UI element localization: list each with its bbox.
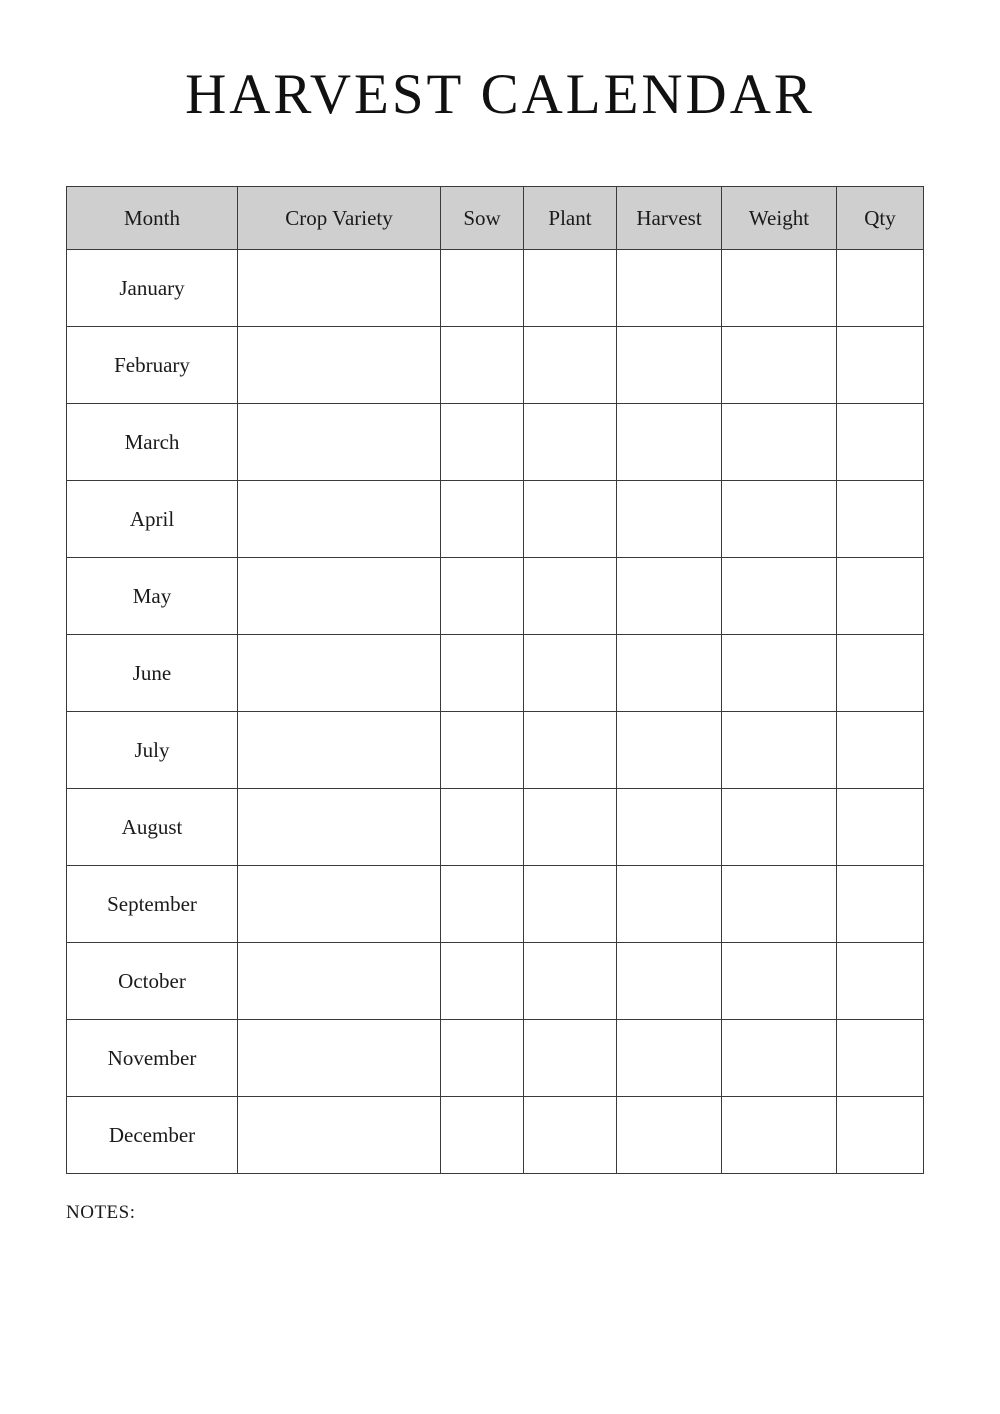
cell-sow[interactable] <box>441 250 524 327</box>
table-row <box>67 481 924 558</box>
cell-crop-variety[interactable] <box>238 250 441 327</box>
table-header-row <box>67 187 924 250</box>
cell-harvest[interactable] <box>617 866 722 943</box>
column-header-month: Month <box>67 187 238 250</box>
cell-harvest[interactable] <box>617 789 722 866</box>
notes-label: NOTES: <box>66 1202 136 1223</box>
cell-harvest[interactable] <box>617 250 722 327</box>
cell-sow[interactable] <box>441 558 524 635</box>
cell-weight[interactable] <box>722 1097 837 1174</box>
harvest-table <box>66 186 924 1174</box>
cell-month: May <box>67 558 238 635</box>
cell-harvest[interactable] <box>617 327 722 404</box>
table-row <box>67 250 924 327</box>
cell-qty[interactable] <box>837 404 924 481</box>
cell-harvest[interactable] <box>617 635 722 712</box>
cell-harvest[interactable] <box>617 481 722 558</box>
cell-crop-variety[interactable] <box>238 943 441 1020</box>
table-row <box>67 558 924 635</box>
column-header-crop-variety: Crop Variety <box>238 187 441 250</box>
cell-month: January <box>67 250 238 327</box>
cell-crop-variety[interactable] <box>238 558 441 635</box>
table-row <box>67 327 924 404</box>
cell-sow[interactable] <box>441 789 524 866</box>
cell-qty[interactable] <box>837 327 924 404</box>
cell-weight[interactable] <box>722 712 837 789</box>
column-header-plant: Plant <box>524 187 617 250</box>
table-row <box>67 789 924 866</box>
harvest-table-container <box>66 186 934 1174</box>
cell-harvest[interactable] <box>617 712 722 789</box>
cell-crop-variety[interactable] <box>238 635 441 712</box>
cell-plant[interactable] <box>524 866 617 943</box>
cell-weight[interactable] <box>722 1020 837 1097</box>
column-header-weight: Weight <box>722 187 837 250</box>
cell-harvest[interactable] <box>617 943 722 1020</box>
cell-month: April <box>67 481 238 558</box>
table-row <box>67 1097 924 1174</box>
cell-crop-variety[interactable] <box>238 1020 441 1097</box>
column-header-qty: Qty <box>837 187 924 250</box>
table-row <box>67 635 924 712</box>
cell-sow[interactable] <box>441 327 524 404</box>
cell-sow[interactable] <box>441 866 524 943</box>
cell-month: December <box>67 1097 238 1174</box>
cell-qty[interactable] <box>837 1020 924 1097</box>
harvest-table-body <box>67 250 924 1174</box>
cell-plant[interactable] <box>524 635 617 712</box>
cell-weight[interactable] <box>722 404 837 481</box>
cell-month: February <box>67 327 238 404</box>
cell-sow[interactable] <box>441 1020 524 1097</box>
cell-qty[interactable] <box>837 789 924 866</box>
cell-qty[interactable] <box>837 558 924 635</box>
cell-sow[interactable] <box>441 712 524 789</box>
cell-crop-variety[interactable] <box>238 481 441 558</box>
cell-weight[interactable] <box>722 789 837 866</box>
table-row <box>67 866 924 943</box>
cell-qty[interactable] <box>837 250 924 327</box>
table-row <box>67 712 924 789</box>
cell-crop-variety[interactable] <box>238 1097 441 1174</box>
table-row <box>67 943 924 1020</box>
page-title: HARVEST CALENDAR <box>185 63 815 126</box>
cell-qty[interactable] <box>837 481 924 558</box>
cell-plant[interactable] <box>524 789 617 866</box>
cell-harvest[interactable] <box>617 1097 722 1174</box>
cell-crop-variety[interactable] <box>238 404 441 481</box>
table-row <box>67 404 924 481</box>
cell-month: August <box>67 789 238 866</box>
cell-plant[interactable] <box>524 250 617 327</box>
cell-weight[interactable] <box>722 327 837 404</box>
cell-plant[interactable] <box>524 1020 617 1097</box>
cell-sow[interactable] <box>441 1097 524 1174</box>
cell-plant[interactable] <box>524 1097 617 1174</box>
table-row <box>67 1020 924 1097</box>
cell-qty[interactable] <box>837 1097 924 1174</box>
column-header-harvest: Harvest <box>617 187 722 250</box>
cell-crop-variety[interactable] <box>238 866 441 943</box>
cell-month: September <box>67 866 238 943</box>
cell-qty[interactable] <box>837 943 924 1020</box>
cell-plant[interactable] <box>524 558 617 635</box>
cell-sow[interactable] <box>441 404 524 481</box>
cell-plant[interactable] <box>524 404 617 481</box>
cell-crop-variety[interactable] <box>238 327 441 404</box>
cell-sow[interactable] <box>441 943 524 1020</box>
cell-month: March <box>67 404 238 481</box>
cell-weight[interactable] <box>722 943 837 1020</box>
cell-sow[interactable] <box>441 635 524 712</box>
cell-weight[interactable] <box>722 250 837 327</box>
cell-plant[interactable] <box>524 712 617 789</box>
cell-harvest[interactable] <box>617 1020 722 1097</box>
cell-sow[interactable] <box>441 481 524 558</box>
cell-harvest[interactable] <box>617 558 722 635</box>
cell-month: July <box>67 712 238 789</box>
cell-month: October <box>67 943 238 1020</box>
cell-crop-variety[interactable] <box>238 789 441 866</box>
cell-qty[interactable] <box>837 712 924 789</box>
cell-qty[interactable] <box>837 866 924 943</box>
cell-crop-variety[interactable] <box>238 712 441 789</box>
cell-qty[interactable] <box>837 635 924 712</box>
cell-plant[interactable] <box>524 481 617 558</box>
cell-weight[interactable] <box>722 635 837 712</box>
cell-plant[interactable] <box>524 327 617 404</box>
column-header-sow: Sow <box>441 187 524 250</box>
cell-plant[interactable] <box>524 943 617 1020</box>
cell-weight[interactable] <box>722 558 837 635</box>
cell-harvest[interactable] <box>617 404 722 481</box>
cell-month: November <box>67 1020 238 1097</box>
cell-month: June <box>67 635 238 712</box>
cell-weight[interactable] <box>722 481 837 558</box>
cell-weight[interactable] <box>722 866 837 943</box>
